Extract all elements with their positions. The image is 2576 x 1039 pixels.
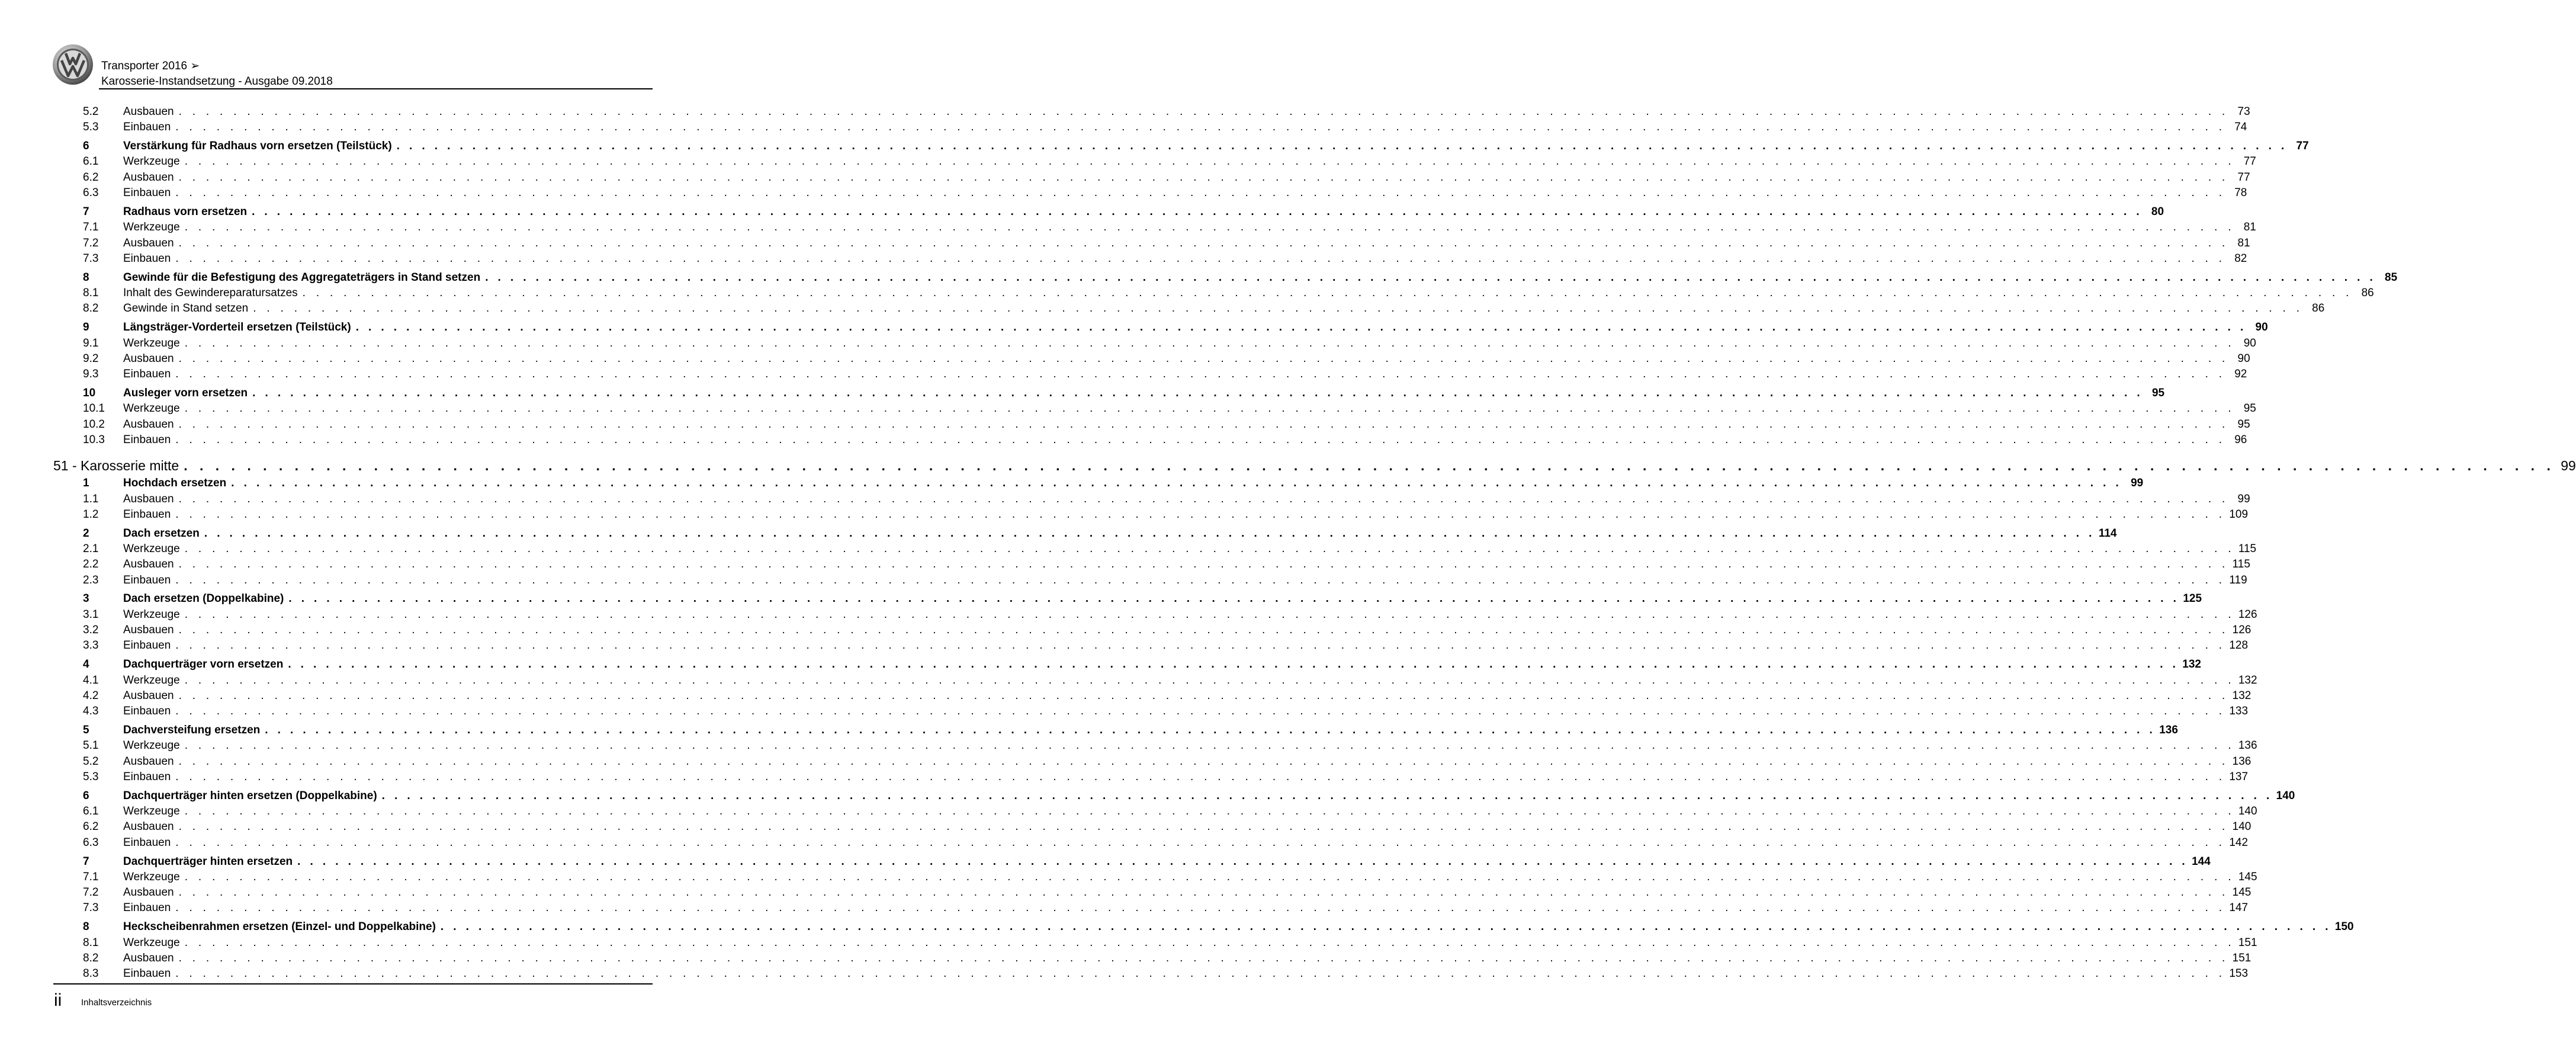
toc-entry-page: 80	[2151, 205, 2164, 218]
toc-dot-leader: . . . . . . . . . . . . . . . . . . . . . . . . . . . . . . . . . . . . . . . . . . . . . . . . . . . . . . . . . . . . . . . . . . . . . . . . . . . . . . . . . . . . . . . . . . . . . . . . . . . . . . . . . . . . . . . . . . . . . . . . . . . . . . . . . . . . . . . . . . . . . . . . . . . . . .	[178, 236, 2229, 249]
toc-section[interactable]	[53, 320, 2268, 335]
toc-entry-title: Dachversteifung ersetzen	[123, 724, 261, 737]
toc-entry-page: 78	[2234, 187, 2247, 200]
toc-entry[interactable]	[53, 541, 2257, 557]
toc-entry-title: Ausbauen	[123, 236, 174, 249]
footer-divider	[53, 983, 653, 985]
manual-model-title: Transporter 2016 ➢	[101, 60, 200, 72]
toc-entry-page: 145	[2232, 886, 2251, 899]
toc-entry[interactable]	[53, 804, 2257, 819]
toc-entry-page: 140	[2238, 805, 2257, 818]
toc-entry-title: Gewinde für die Befestigung des Aggregateträgers in Stand setzen	[123, 271, 481, 284]
toc-entry-page: 133	[2229, 705, 2249, 718]
toc-dot-leader: . . . . . . . . . . . . . . . . . . . . . . . . . . . . . . . . . . . . . . . . . . . . . . . . . . . . . . . . . . . . . . . . . . . . . . . . . . . . . . . . . . . . . . . . . . . . . . . . . . . . . . . . . . . . . . . . . . . . . . . . . . . . . . . . . . . . . . . . . . . . . . . . . . . . . .	[204, 527, 2095, 540]
toc-entry-page: 77	[2243, 155, 2256, 168]
manual-subtitle: Karosserie-Instandsetzung - Ausgabe 09.2018	[101, 75, 333, 88]
toc-section[interactable]	[53, 270, 2398, 286]
footer-label: Inhaltsverzeichnis	[81, 998, 152, 1008]
toc-entry-page: 95	[2243, 402, 2256, 415]
toc-dot-leader: . . . . . . . . . . . . . . . . . . . . . . . . . . . . . . . . . . . . . . . . . . . . . . . . . . . . . . . . . . . . . . . . . . . . . . . . . . . . . . . . . . . . . . . . . . . . . . . . . . . . . . . . . . . . . . . . . . . . . . . . . . . . . . . . . . . . . . . . . . . . . . . . . . . . . .	[178, 820, 2229, 833]
toc-entry-page: 150	[2334, 921, 2354, 934]
toc-entry-title: Ausbauen	[123, 820, 174, 833]
toc-entry-number: 3.1	[83, 608, 99, 621]
toc-entry-page: 126	[2232, 624, 2251, 637]
toc-entry[interactable]	[53, 286, 2374, 301]
toc-entry-title: Ausbauen	[123, 492, 174, 505]
toc-dot-leader: . . . . . . . . . . . . . . . . . . . . . . . . . . . . . . . . . . . . . . . . . . . . . . . . . . . . . . . . . . . . . . . . . . . . . . . . . . . . . . . . . . . . . . . . . . . . . . . . . . . . . . . . . . . . . . . . . . . . . . . . . . . . . . . . . . . . . . . . . . . . . . . . . . . . . .	[175, 639, 2226, 652]
toc-section[interactable]	[53, 591, 2202, 607]
toc-dot-leader: . . . . . . . . . . . . . . . . . . . . . . . . . . . . . . . . . . . . . . . . . . . . . . . . . . . . . . . . . . . . . . . . . . . . . . . . . . . . . . . . . . . . . . . . . . . . . . . . . . . . . . . . . . . . . . . . . . . . . . . . . . . . . . . . . . . . . . . . . . . . . . . . . . . . . .	[184, 336, 2235, 349]
toc-dot-leader: . . . . . . . . . . . . . . . . . . . . . . . . . . . . . . . . . . . . . . . . . . . . . . . . . . . . . . . . . . . . . . . . . . . . . . . . . . . . . . . . . . . . . . . . . . . . . . . . . . . . . . . . . . . . . . . . . . . . . . . . . . . . . . . . . . . . . . . . . . . . . . . . . . . . . .	[178, 558, 2229, 571]
toc-dot-leader: . . . . . . . . . . . . . . . . . . . . . . . . . . . . . . . . . . . . . . . . . . . . . . . . . . . . . . . . . . . . . . . . . . . . . . . . . . . . . . . . . . . . . . . . . . . . . . . . . . . . . . . . . . . . . . . . . . . . . . . . . . . . . . . . . . . . . . . . . . . . . . . . . . . . . .	[184, 739, 2235, 752]
toc-entry-page: 142	[2229, 836, 2249, 849]
toc-dot-leader: . . . . . . . . . . . . . . . . . . . . . . . . . . . . . . . . . . . . . . . . . . . . . . . . . . . . . . . . . . . . . . . . . . . . . . . . . . . . . . . . . . . . . . . . . . . . . . . . . . . . . . . . . . . . . . . . . . . . . . . . . . . . . . . . . . . . . . . . . . . . . . . . . . . . . .	[252, 205, 2143, 218]
toc-entry-title: Werkzeuge	[123, 608, 180, 621]
toc-entry-number: 7.2	[83, 236, 99, 249]
toc-entry-number: 8.1	[83, 287, 99, 300]
toc-entry-page: 145	[2238, 870, 2257, 883]
toc-entry-page: 147	[2229, 902, 2249, 915]
toc-entry[interactable]	[53, 154, 2256, 169]
toc-entry-number: 6	[83, 140, 89, 153]
toc-entry-number: 5.2	[83, 105, 99, 118]
toc-dot-leader: . . . . . . . . . . . . . . . . . . . . . . . . . . . . . . . . . . . . . . . . . . . . . . . . . . . . . . . . . . . . . . . . . . . . . . . . . . . . . . . . . . . . . . . . . . . . . . . . . . . . . . . . . . . . . . . . . . . . . . . . . . . . . . . . . . . . . . . . . . . . . . . . . . . . . .	[184, 155, 2235, 168]
toc-entry-title: Einbauen	[123, 368, 171, 381]
toc-entry-number: 7.3	[83, 902, 99, 915]
toc-dot-leader: . . . . . . . . . . . . . . . . . . . . . . . . . . . . . . . . . . . . . . . . . . . . . . . . . . . . . . . . . . . . . . . . . . . . . . . . . . . . . . . . . . . . . . . . . . . . . . . . . . . . . . . . . . . . . . . . . . . . . . . . . . . . . . . . . . . . . . . . . . . . . . . . . . . . . .	[231, 477, 2122, 490]
toc-entry-title: Einbauen	[123, 967, 171, 980]
toc-entry-number: 8.1	[83, 936, 99, 949]
toc-entry[interactable]	[53, 754, 2251, 769]
toc-entry-title: Einbauen	[123, 433, 171, 446]
toc-entry-title: Dachquerträger hinten ersetzen (Doppelkabine)	[123, 789, 377, 802]
toc-entry[interactable]	[53, 336, 2256, 351]
toc-entry-page: 119	[2229, 573, 2247, 586]
toc-section[interactable]	[53, 854, 2211, 870]
toc-entry-title: Dach ersetzen (Doppelkabine)	[123, 592, 284, 605]
toc-entry[interactable]	[53, 251, 2247, 267]
toc-dot-leader: . . . . . . . . . . . . . . . . . . . . . . . . . . . . . . . . . . . . . . . . . . . . . . . . . . . . . . . . . . . . . . . . . . . . . . . . . . . . . . . . . . . . . . . . . . . . . . . . . . . . . . . . . . . . . . . . . . . . . . . . . . . . . . . . . . . . . . . . . . . . . . . . . . . . . .	[485, 271, 2376, 284]
toc-entry[interactable]	[53, 507, 2249, 522]
toc-dot-leader: . . . . . . . . . . . . . . . . . . . . . . . . . . . . . . . . . . . . . . . . . . . . . . . . . . . . . . . . . . . . . . . . . . . . . . . . . . . . . . . . . . . . . . . . . . . . . . . . . . . . . . . . . . . . . . . . . . . . . . . . . . . . . . . . . . . . . . . . . . . . . . . . . . . . . .	[178, 624, 2229, 637]
toc-entry-title: Ausbauen	[123, 951, 174, 964]
toc-dot-leader: . . . . . . . . . . . . . . . . . . . . . . . . . . . . . . . . . . . . . . . . . . . . . . . . . . . . . . . . . . . . . . . . . . . . . . . . . . . . . . . . . . . . . . . . . . . . . . . . . . . . . . . . . . . . . . . . . . . . . . . . . . . . . . . . . . . . . . . . . . . . . . . . . . . . . .	[302, 287, 2353, 300]
toc-entry[interactable]	[53, 966, 2249, 982]
toc-entry-title: Einbauen	[123, 573, 171, 586]
toc-entry-number: 9.3	[83, 368, 99, 381]
toc-entry-page: 136	[2232, 755, 2251, 768]
toc-section[interactable]	[53, 526, 2117, 541]
toc-dot-leader: . . . . . . . . . . . . . . . . . . . . . . . . . . . . . . . . . . . . . . . . . . . . . . . . . . . . . . . . . . . . . . . . . . . . . . . . . . . . . . . . . . . . . . . . . . . . . . . . . . . . . . . . . . . . . . . . . . . . . . . . . . . . . . . . . . . . . . . . . . . . . . . . . . . . . .	[175, 252, 2226, 265]
toc-entry-number: 8.2	[83, 302, 99, 315]
toc-entry-title: Einbauen	[123, 705, 171, 718]
toc-dot-leader: . . . . . . . . . . . . . . . . . . . . . . . . . . . . . . . . . . . . . . . . . . . . . . . . . . . . . . . . . . . . . . . . . . . . . . . . . . . . . . . . . . . . . . . . . . . . . . . . . . . . . . . . . . . . . . . . . . . . . . . . . . . . . . . . . . . . . . . . . . . . . . . . . . . . . .	[184, 870, 2235, 883]
toc-entry-page: 136	[2159, 724, 2178, 737]
toc-entry-title: Einbauen	[123, 508, 171, 521]
toc-entry-title: Ausbauen	[123, 689, 174, 702]
toc-entry-number: 9.1	[83, 336, 99, 349]
toc-entry-number: 7.3	[83, 252, 99, 265]
toc-dot-leader: . . . . . . . . . . . . . . . . . . . . . . . . . . . . . . . . . . . . . . . . . . . . . . . . . . . . . . . . . . . . . . . . . . . . . . . . . . . . . . . . . . . . . . . . . . . . . . . . . . . . . . . . . . . . . . . . . . . . . . . . . . . . . . . . . . . . . . . . . . . . . . . . . . . . . .	[381, 789, 2273, 802]
toc-section[interactable]	[53, 386, 2165, 401]
toc-entry-page: 95	[2151, 387, 2165, 400]
toc-entry[interactable]	[53, 120, 2247, 135]
toc-entry-title: Gewinde in Stand setzen	[123, 302, 249, 315]
toc-entry[interactable]	[53, 638, 2249, 653]
toc-entry-number: 1.1	[83, 492, 99, 505]
toc-dot-leader: . . . . . . . . . . . . . . . . . . . . . . . . . . . . . . . . . . . . . . . . . . . . . . . . . . . . . . . . . . . . . . . . . . . . . . . . . . . . . . . . . . . . . . . . . . . . . . . . . . . . . . . . . . . . . . . . . . . . . . . . . . . . . . . . . . . . . . . . . . . . . . . . . . . . . .	[175, 121, 2226, 134]
toc-entry-number: 2.2	[83, 558, 99, 571]
toc-entry-page: 95	[2237, 418, 2250, 431]
toc-dot-leader: . . . . . . . . . . . . . . . . . . . . . . . . . . . . . . . . . . . . . . . . . . . . . . . . . . . . . . . . . . . . . . . . . . . . . . . . . . . . . . . . . . . . . . . . . . . . . . . . . . . . . . . . . . . . . . . . . . . . . . . . . . . . . . . . . . . . . . . . . . . . . . . . . . . . . .	[184, 608, 2235, 621]
toc-entry-number: 10.3	[83, 433, 105, 446]
toc-entry-number: 8	[83, 271, 89, 284]
toc-entry-number: 9	[83, 321, 89, 334]
toc-entry-page: 132	[2238, 674, 2257, 687]
toc-entry-page: 74	[2234, 121, 2247, 134]
toc-entry-number: 3	[83, 592, 89, 605]
toc-dot-leader: . . . . . . . . . . . . . . . . . . . . . . . . . . . . . . . . . . . . . . . . . . . . . . . . . . . . . . . . . . . . . . . . . . . . . . . . . . . . . . . . . . . . . . . . . . . . . . . . . . . . . . . . . . . . . . . . . . . . . . . . . . . . . . . . . . . . . . . . . . . . . . . . . . . . . .	[178, 755, 2229, 768]
toc-dot-leader: . . . . . . . . . . . . . . . . . . . . . . . . . . . . . . . . . . . . . . . . . . . . . . . . . . . . . . . . . . . . . . . . . . . . . . . . . . . . . . . . . . . . . . . . . . . . . . . . . . . . . . . . . . . . . . . . . . . . . . . . . . . . . . . . . . . . . . . . . . . . . . . . . . . . . .	[184, 674, 2235, 687]
toc-entry-page: 151	[2232, 951, 2251, 964]
toc-dot-leader: . . . . . . . . . . . . . . . . . . . . . . . . . . . . . . . . . . . . . . . . . . . . . . . . . . . . . . . . . . . . . . . . . . . . . . . . . . . . . . . . . . . . . . . . . . . . . . . . . . . . . . . . . . . . . . . . . . . . . . . . . . . . . . . . . . . . . . . . . . . . . . . . . . . . . .	[178, 951, 2229, 964]
toc-entry-title: Ausbauen	[123, 171, 174, 184]
toc-entry[interactable]	[53, 704, 2249, 719]
toc-entry[interactable]	[53, 185, 2247, 201]
toc-entry-title: Heckscheibenrahmen ersetzen (Einzel- und Doppelkabine)	[123, 921, 436, 934]
toc-entry-page: 132	[2182, 658, 2201, 671]
toc-dot-leader: . . . . . . . . . . . . . . . . . . . . . . . . . . . . . . . . . . . . . . . . . . . . . . . . . . . . . . . . . . . . . . . . . . . . . . . . . . . . . . . . . . . . . . . . . . . . . . . . . . . . . . . . . . . . . . . . . . . . . . . . . . . . . . . . . . . . . . . . . . . . . . . . . . . . . .	[178, 886, 2229, 899]
toc-dot-leader: . . . . . . . . . . . . . . . . . . . . . . . . . . . . . . . . . . . . . . . . . . . . . . . . . . . . . . . . . . . . . . . . . . . . . . . . . . . . . . . . . . . . . . . . . . . . . . . . . . . . . . . . . . . . . . . . . . . . . . . . . . . . . . . . . . . . . . . . . . . . . . . . . . . . . .	[175, 902, 2226, 915]
toc-entry-page: 90	[2255, 321, 2268, 334]
toc-entry-title: 51 - Karosserie mitte	[53, 458, 179, 474]
toc-entry-title: Ausbauen	[123, 886, 174, 899]
toc-entry-page: 114	[2098, 527, 2117, 540]
toc-entry-title: Längsträger-Vorderteil ersetzen (Teilstück)	[123, 321, 351, 334]
toc-entry-title: Dach ersetzen	[123, 527, 200, 540]
toc-entry-number: 7.2	[83, 886, 99, 899]
toc-entry-page: 99	[2237, 492, 2250, 505]
toc-entry[interactable]	[53, 170, 2250, 185]
toc-entry-page: 109	[2229, 508, 2249, 521]
toc-entry-title: Einbauen	[123, 902, 171, 915]
toc-entry-title: Hochdach ersetzen	[123, 477, 227, 490]
toc-entry-number: 1	[83, 477, 89, 490]
toc-entry-title: Werkzeuge	[123, 674, 180, 687]
toc-dot-leader: . . . . . . . . . . . . . . . . . . . . . . . . . . . . . . . . . . . . . . . . . . . . . . . . . . . . . . . . . . . . . . . . . . . . . . . . . . . . . . . . . . . . . . . . . . . . . . . . . . . . . . . . . . . . . . . . . . . . . . . . . . . . . . . . . . . . . . . . . . . . . . . . . . . . . .	[288, 592, 2180, 605]
toc-entry-title: Einbauen	[123, 639, 171, 652]
toc-entry-title: Dachquerträger vorn ersetzen	[123, 658, 284, 671]
toc-entry-number: 6.2	[83, 820, 99, 833]
toc-entry[interactable]	[53, 401, 2256, 416]
toc-entry-title: Einbauen	[123, 836, 171, 849]
toc-entry-title: Radhaus vorn ersetzen	[123, 205, 248, 218]
toc-entry-page: 99	[2561, 458, 2576, 474]
toc-entry-number: 5.1	[83, 739, 99, 752]
toc-dot-leader: . . . . . . . . . . . . . . . . . . . . . . . . . . . . . . . . . . . . . . . . . . . . . . . . . . . . . . . . . . . . . . . . . . . . . . . . . . . . . . . . . . . . . . . . . . . . . . . . . . . . . . . . . . . . . . . . . . . . . . . . . . . . . . . . . . . . . . . . . . . . . . . . . . . . . .	[175, 836, 2226, 849]
toc-dot-leader: . . . . . . . . . . . . . . . . . . . . . . . . . . . . . . . . . . . . . . . . . . . . . . . . . . . . . . . . . . . . . . . . . . . . . . . . . . . . . . . . . . . . . . . . . . . . . . . . . . . . . . . . . . . . . . . . . . . . . . . . . . . . . . . . . . . . . . . . . . . . . . . . . . . . . .	[178, 171, 2229, 184]
toc-entry-number: 10.1	[83, 402, 105, 415]
toc-entry-page: 99	[2131, 477, 2144, 490]
toc-section[interactable]	[53, 657, 2201, 672]
toc-entry-title: Ausbauen	[123, 624, 174, 637]
toc-entry[interactable]	[53, 835, 2249, 851]
toc-entry[interactable]	[53, 769, 2249, 785]
toc-entry-page: 128	[2229, 639, 2249, 652]
toc-entry-page: 115	[2232, 558, 2250, 571]
toc-entry-title: Werkzeuge	[123, 805, 180, 818]
toc-entry-number: 7.1	[83, 221, 99, 234]
toc-entry-page: 86	[2312, 302, 2325, 315]
toc-entry-number: 2	[83, 527, 89, 540]
toc-entry-title: Ausbauen	[123, 558, 174, 571]
toc-dot-leader: . . . . . . . . . . . . . . . . . . . . . . . . . . . . . . . . . . . . . . . . . . . . . . . . . . . . . . . . . . . . . . . . . . . . . . . . . . . . . . . . . . . . . . . . . . . . . . . . . . . . . . . . . . . . . . . . . . . . . . . . . . . . . . . . . . . . . . . . . . . . . . . . . . . . . .	[175, 508, 2226, 521]
toc-entry-number: 5.3	[83, 121, 99, 134]
toc-entry-page: 81	[2237, 236, 2250, 249]
toc-entry-title: Werkzeuge	[123, 870, 180, 883]
toc-section[interactable]	[53, 788, 2295, 804]
toc-entry[interactable]	[53, 432, 2247, 448]
toc-entry-number: 4.2	[83, 689, 99, 702]
toc-entry[interactable]	[53, 673, 2257, 688]
toc-dot-leader: . . . . . . . . . . . . . . . . . . . . . . . . . . . . . . . . . . . . . . . . . . . . . . . . . . . . . . . . . . . . . . . . . . . . . . . . . . . . . . . . . . . . . . . . . . . . . . . . . . . . . . . . . . . . . . . . . . . . . . . . . . . . . . . . . . . . . . . . . . . . . . . . . . . . . .	[265, 724, 2156, 737]
toc-dot-leader: . . . . . . . . . . . . . . . . . . . . . . . . . . . . . . . . . . . . . . . . . . . . . . . . . . . . . . . . . . . . . . . . . . . . . . . . . . . . . . . . . . . . . . . . . . . . . . . . . . . . . . . . . . . . . . . . . . . . . . . . . . . . . . . . . . . . . . . . . . . . . . . . . . . . . .	[184, 542, 2235, 555]
toc-entry-page: 137	[2229, 770, 2249, 783]
toc-dot-leader: . . . . . . . . . . . . . . . . . . . . . . . . . . . . . . . . . . . . . . . . . . . . . . . . . . . . . . . . . . . . . . . . . . . . . . . . . . . . . . . . . . . . . . . . . . . . . . . . . . . . . . . . . . . . . . . . . . . . . . . . . . . . . . . . . . . . . . . . . . . . . . . . . . . . . .	[175, 705, 2226, 718]
toc-entry-number: 8.2	[83, 951, 99, 964]
toc-entry[interactable]	[53, 951, 2251, 966]
toc-entry-page: 85	[2385, 271, 2398, 284]
toc-entry[interactable]	[53, 220, 2256, 235]
toc-entry-title: Verstärkung für Radhaus vorn ersetzen (Teilstück)	[123, 140, 392, 153]
toc-entry-number: 3.2	[83, 624, 99, 637]
toc-entry-title: Werkzeuge	[123, 336, 180, 349]
toc-entry-title: Ausbauen	[123, 418, 174, 431]
toc-entry-page: 90	[2237, 352, 2250, 365]
toc-entry[interactable]	[53, 900, 2249, 916]
toc-section[interactable]	[53, 919, 2354, 935]
toc-entry-page: 77	[2296, 140, 2309, 153]
toc-entry[interactable]	[53, 819, 2251, 835]
table-of-contents	[53, 104, 2576, 982]
toc-entry-number: 6	[83, 789, 89, 802]
toc-entry-number: 5.2	[83, 755, 99, 768]
toc-entry-number: 6.3	[83, 187, 99, 200]
toc-entry-number: 7.1	[83, 870, 99, 883]
toc-entry-number: 6.2	[83, 171, 99, 184]
toc-entry-title: Einbauen	[123, 770, 171, 783]
toc-entry-title: Werkzeuge	[123, 155, 180, 168]
toc-entry-title: Inhalt des Gewindereparatursatzes	[123, 287, 298, 300]
toc-entry-page: 86	[2361, 287, 2374, 300]
toc-entry-number: 7	[83, 205, 89, 218]
toc-entry-title: Ausbauen	[123, 352, 174, 365]
toc-entry-number: 9.2	[83, 352, 99, 365]
toc-entry-page: 73	[2237, 105, 2250, 118]
header-divider	[99, 88, 653, 89]
toc-dot-leader: . . . . . . . . . . . . . . . . . . . . . . . . . . . . . . . . . . . . . . . . . . . . . . . . . . . . . . . . . . . . . . . . . . . . . . . . . . . . . . . . . . . . . . . . . . . . . . . . . . . . . . . . . . . . . . . . . . . . . . . . . . . . . . . . . . . . . . . . . . . . . . . . . . . . . .	[175, 433, 2226, 446]
toc-dot-leader: . . . . . . . . . . . . . . . . . . . . . . . . . . . . . . . . . . . . . . . . . . . . . . . . . . . . . . . . . . . . . . . . . . . . . . . . . . . . . . . . . . . . . . . . . . . . . . . . . . . . . . . . . . . . . . . . . . . . . . . . . . . . . . . . . . . . . . . . . . . . . . . . . . . . . .	[175, 967, 2226, 980]
toc-dot-leader: . . . . . . . . . . . . . . . . . . . . . . . . . . . . . . . . . . . . . . . . . . . . . . . . . . . . . . . . . . . . . . . . . . . . . . . . . . . . . . . . . . . . . . . . . . . . . . . . . . . . . . . . . . . . . . . . . . . . . . . . . . . . . . . . . . . . . . . . . . . . . . . . . . . . . .	[252, 387, 2144, 400]
toc-entry-page: 151	[2238, 936, 2257, 949]
toc-dot-leader: . . . . . . . . . . . . . . . . . . . . . . . . . . . . . . . . . . . . . . . . . . . . . . . . . . . . . . . . . . . . . . . . . . . . . . . . . . . . . . . . . . . . . . . . . . . . . . . . . . . . . . . . . . . . . . . . . . . . . . . . . . . . . . . . . . . . . . . . . . . . . . . . . . . . . .	[175, 573, 2226, 586]
toc-dot-leader: . . . . . . . . . . . . . . . . . . . . . . . . . . . . . . . . . . . . . . . . . . . . . . . . . . . . . . . . . . . . . . . . . . . . . . . . . . . . . . . . . . . . . . . . . . . . . . . . . . . . . . . . . . . . . . . . . . . . . . . . . . . . . . . . . . . . . . . . . . . . . . . . . . . . . .	[297, 855, 2189, 868]
toc-dot-leader: . . . . . . . . . . . . . . . . . . . . . . . . . . . . . . . . . . . . . . . . . . . . . . . . . . . . . . . . . . . . . . . . . . . . . . . . . . . . . . . . . . . . . . . . . . . . . . . . . . . . . . . . . . . . . . . . . . . . . . . . . . . . . . . . . . . . . . . . . . . . . . . . . . . . . .	[184, 402, 2235, 415]
toc-entry-title: Werkzeuge	[123, 542, 180, 555]
toc-entry-number: 10.2	[83, 418, 105, 431]
toc-dot-leader: . . . . . . . . . . . . . . . . . . . . . . . . . . . . . . . . . . . . . . . . . . . . . . . . . . . . . . . . . . . . . . . . . . . . . . . . . . . . . . . . . . . . . . . . . . . . . . . . . . . . . . . . . . . . . . . . . . . . . . . . . . . . . . . . . . . . . . . . . . . . . . . . . . . . . .	[355, 321, 2247, 334]
toc-entry-number: 6.1	[83, 155, 99, 168]
toc-dot-leader: . . . . . . . . . . . . . . . . . . . . . . . . . . . . . . . . . . . . . . . . . . . . . . . . . . . . . . . . . . . . . . . . . . . . . . . . . . . . . . . . . . . . . . . . . . . . . . . . . . . . . . . . . . . . . . . . . . . . . . . . . . . . . . . . . . . . . . . . . . . . . . . . . . . . . .	[184, 221, 2235, 234]
toc-entry[interactable]	[53, 557, 2250, 572]
toc-entry-number: 4.1	[83, 674, 99, 687]
toc-dot-leader: . . . . . . . . . . . . . . . . . . . . . . . . . . . . . . . . . . . . . . . . . . . . . . . . . . . . . . . . . . . . . . . . . . . . . . . . . . . . . . . . . . . . . . . . . . . . . . . . . . . . . . . . . . . . . . . . . . . . . . . . . . . . . . . . . . . . . . . . . . . . . . . . . . . . . .	[440, 921, 2331, 934]
toc-entry-page: 140	[2232, 820, 2251, 833]
toc-entry[interactable]	[53, 688, 2251, 704]
toc-section[interactable]	[53, 204, 2164, 220]
toc-section[interactable]	[53, 723, 2178, 738]
toc-entry[interactable]	[53, 492, 2250, 507]
toc-entry-number: 8.3	[83, 967, 99, 980]
toc-entry[interactable]	[53, 236, 2250, 251]
toc-entry-page: 125	[2183, 592, 2202, 605]
toc-entry-number: 2.1	[83, 542, 99, 555]
toc-entry-page: 132	[2232, 689, 2251, 702]
toc-entry-number: 1.2	[83, 508, 99, 521]
toc-entry-number: 7	[83, 855, 89, 868]
toc-chapter[interactable]	[53, 456, 2576, 476]
vw-logo	[52, 44, 94, 85]
toc-entry-page: 136	[2238, 739, 2257, 752]
toc-dot-leader: . . . . . . . . . . . . . . . . . . . . . . . . . . . . . . . . . . . . . . . . . . . . . . . . . . . . . . . . . . . . . . . . . . . . . . . . . . . . . . . . . . . . . . . . . . . . . . . . . . . . . . . . . . . . . . . . . . . . . . . . . . . . . . . . . . . . . . . . . . . . . . . . . . . . . .	[184, 458, 2555, 474]
toc-entry-title: Ausbauen	[123, 105, 174, 118]
toc-entry-page: 90	[2243, 336, 2256, 349]
toc-entry-number: 5.3	[83, 770, 99, 783]
toc-entry-number: 4.3	[83, 705, 99, 718]
toc-entry[interactable]	[53, 367, 2247, 382]
toc-entry-page: 115	[2238, 542, 2257, 555]
toc-entry-number: 5	[83, 724, 89, 737]
toc-entry[interactable]	[53, 301, 2325, 316]
toc-entry-title: Einbauen	[123, 121, 171, 134]
toc-dot-leader: . . . . . . . . . . . . . . . . . . . . . . . . . . . . . . . . . . . . . . . . . . . . . . . . . . . . . . . . . . . . . . . . . . . . . . . . . . . . . . . . . . . . . . . . . . . . . . . . . . . . . . . . . . . . . . . . . . . . . . . . . . . . . . . . . . . . . . . . . . . . . . . . . . . . . .	[175, 187, 2226, 200]
toc-entry-page: 81	[2243, 221, 2256, 234]
toc-entry[interactable]	[53, 573, 2247, 588]
toc-entry-number: 6.3	[83, 836, 99, 849]
toc-entry-number: 2.3	[83, 573, 99, 586]
toc-entry[interactable]	[53, 607, 2257, 623]
toc-entry-title: Werkzeuge	[123, 402, 180, 415]
toc-dot-leader: . . . . . . . . . . . . . . . . . . . . . . . . . . . . . . . . . . . . . . . . . . . . . . . . . . . . . . . . . . . . . . . . . . . . . . . . . . . . . . . . . . . . . . . . . . . . . . . . . . . . . . . . . . . . . . . . . . . . . . . . . . . . . . . . . . . . . . . . . . . . . . . . . . . . . .	[178, 105, 2229, 118]
toc-entry-number: 8	[83, 921, 89, 934]
toc-dot-leader: . . . . . . . . . . . . . . . . . . . . . . . . . . . . . . . . . . . . . . . . . . . . . . . . . . . . . . . . . . . . . . . . . . . . . . . . . . . . . . . . . . . . . . . . . . . . . . . . . . . . . . . . . . . . . . . . . . . . . . . . . . . . . . . . . . . . . . . . . . . . . . . . . . . . . .	[253, 302, 2304, 315]
toc-entry-number: 10	[83, 387, 96, 400]
toc-entry-title: Dachquerträger hinten ersetzen	[123, 855, 293, 868]
toc-entry-page: 96	[2234, 433, 2247, 446]
toc-entry-page: 77	[2237, 171, 2250, 184]
toc-section[interactable]	[53, 139, 2309, 154]
toc-entry-page: 153	[2229, 967, 2249, 980]
toc-dot-leader: . . . . . . . . . . . . . . . . . . . . . . . . . . . . . . . . . . . . . . . . . . . . . . . . . . . . . . . . . . . . . . . . . . . . . . . . . . . . . . . . . . . . . . . . . . . . . . . . . . . . . . . . . . . . . . . . . . . . . . . . . . . . . . . . . . . . . . . . . . . . . . . . . . . . . .	[184, 936, 2235, 949]
toc-dot-leader: . . . . . . . . . . . . . . . . . . . . . . . . . . . . . . . . . . . . . . . . . . . . . . . . . . . . . . . . . . . . . . . . . . . . . . . . . . . . . . . . . . . . . . . . . . . . . . . . . . . . . . . . . . . . . . . . . . . . . . . . . . . . . . . . . . . . . . . . . . . . . . . . . . . . . .	[178, 418, 2229, 431]
toc-entry-page: 92	[2234, 368, 2247, 381]
toc-entry-title: Ausbauen	[123, 755, 174, 768]
toc-entry[interactable]	[53, 623, 2251, 638]
toc-entry-title: Einbauen	[123, 252, 171, 265]
toc-entry-title: Werkzeuge	[123, 936, 180, 949]
toc-entry-number: 6.1	[83, 805, 99, 818]
toc-entry-title: Einbauen	[123, 187, 171, 200]
toc-entry[interactable]	[53, 935, 2257, 951]
footer-page-number: ii	[54, 990, 62, 1010]
toc-entry-page: 144	[2192, 855, 2211, 868]
toc-dot-leader: . . . . . . . . . . . . . . . . . . . . . . . . . . . . . . . . . . . . . . . . . . . . . . . . . . . . . . . . . . . . . . . . . . . . . . . . . . . . . . . . . . . . . . . . . . . . . . . . . . . . . . . . . . . . . . . . . . . . . . . . . . . . . . . . . . . . . . . . . . . . . . . . . . . . . .	[288, 658, 2179, 671]
toc-dot-leader: . . . . . . . . . . . . . . . . . . . . . . . . . . . . . . . . . . . . . . . . . . . . . . . . . . . . . . . . . . . . . . . . . . . . . . . . . . . . . . . . . . . . . . . . . . . . . . . . . . . . . . . . . . . . . . . . . . . . . . . . . . . . . . . . . . . . . . . . . . . . . . . . . . . . . .	[178, 492, 2229, 505]
toc-dot-leader: . . . . . . . . . . . . . . . . . . . . . . . . . . . . . . . . . . . . . . . . . . . . . . . . . . . . . . . . . . . . . . . . . . . . . . . . . . . . . . . . . . . . . . . . . . . . . . . . . . . . . . . . . . . . . . . . . . . . . . . . . . . . . . . . . . . . . . . . . . . . . . . . . . . . . .	[178, 352, 2229, 365]
toc-entry-number: 4	[83, 658, 89, 671]
toc-entry-page: 82	[2234, 252, 2247, 265]
toc-entry-number: 3.3	[83, 639, 99, 652]
toc-entry[interactable]	[53, 870, 2257, 885]
toc-dot-leader: . . . . . . . . . . . . . . . . . . . . . . . . . . . . . . . . . . . . . . . . . . . . . . . . . . . . . . . . . . . . . . . . . . . . . . . . . . . . . . . . . . . . . . . . . . . . . . . . . . . . . . . . . . . . . . . . . . . . . . . . . . . . . . . . . . . . . . . . . . . . . . . . . . . . . .	[178, 689, 2229, 702]
toc-dot-leader: . . . . . . . . . . . . . . . . . . . . . . . . . . . . . . . . . . . . . . . . . . . . . . . . . . . . . . . . . . . . . . . . . . . . . . . . . . . . . . . . . . . . . . . . . . . . . . . . . . . . . . . . . . . . . . . . . . . . . . . . . . . . . . . . . . . . . . . . . . . . . . . . . . . . . .	[175, 368, 2226, 381]
toc-section[interactable]	[53, 476, 2144, 491]
toc-entry-page: 126	[2238, 608, 2257, 621]
toc-entry[interactable]	[53, 885, 2251, 900]
toc-dot-leader: . . . . . . . . . . . . . . . . . . . . . . . . . . . . . . . . . . . . . . . . . . . . . . . . . . . . . . . . . . . . . . . . . . . . . . . . . . . . . . . . . . . . . . . . . . . . . . . . . . . . . . . . . . . . . . . . . . . . . . . . . . . . . . . . . . . . . . . . . . . . . . . . . . . . . .	[175, 770, 2226, 783]
toc-dot-leader: . . . . . . . . . . . . . . . . . . . . . . . . . . . . . . . . . . . . . . . . . . . . . . . . . . . . . . . . . . . . . . . . . . . . . . . . . . . . . . . . . . . . . . . . . . . . . . . . . . . . . . . . . . . . . . . . . . . . . . . . . . . . . . . . . . . . . . . . . . . . . . . . . . . . . .	[184, 805, 2235, 818]
toc-entry-title: Werkzeuge	[123, 221, 180, 234]
toc-entry[interactable]	[53, 417, 2250, 432]
toc-entry[interactable]	[53, 104, 2250, 120]
toc-dot-leader: . . . . . . . . . . . . . . . . . . . . . . . . . . . . . . . . . . . . . . . . . . . . . . . . . . . . . . . . . . . . . . . . . . . . . . . . . . . . . . . . . . . . . . . . . . . . . . . . . . . . . . . . . . . . . . . . . . . . . . . . . . . . . . . . . . . . . . . . . . . . . . . . . . . . . .	[396, 140, 2288, 153]
toc-entry[interactable]	[53, 738, 2257, 753]
toc-entry-title: Werkzeuge	[123, 739, 180, 752]
toc-entry-title: Ausleger vorn ersetzen	[123, 387, 248, 400]
toc-entry[interactable]	[53, 351, 2250, 367]
toc-entry-page: 140	[2276, 789, 2295, 802]
